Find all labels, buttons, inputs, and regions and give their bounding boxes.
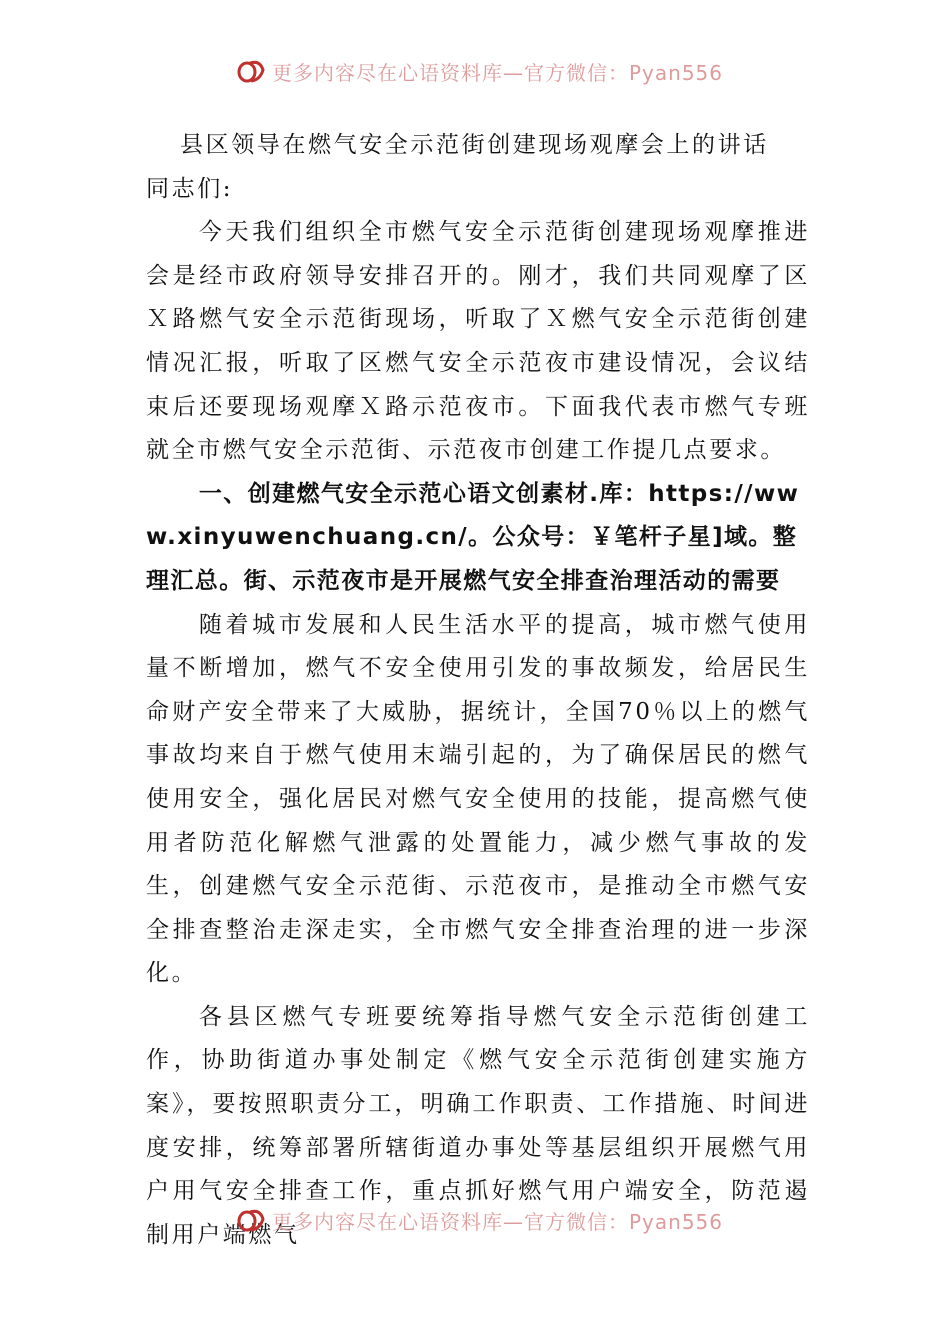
- salutation: 同志们:: [146, 175, 234, 202]
- brand-logo-icon: [236, 58, 266, 84]
- watermark-text: 更多内容尽在心语资料库—官方微信：Pyan556: [272, 60, 724, 85]
- document-title: 县区领导在燃气安全示范街创建现场观摩会上的讲话: [180, 132, 769, 158]
- intro-paragraph: 今天我们组织全市燃气安全示范街创建现场观摩推进会是经市政府领导安排召开的。刚才，我们共同观摩了区Ｘ路燃气安全示范街现场，听取了Ｘ燃气安全示范街创建情况汇报，听取了区燃气安全示范夜市建设情况，会议结束后还要现场观摩Ｘ路示范夜市。下面我代表市燃气专班就全市燃气安全示范街、示范夜市创建工作提几点要求。: [146, 219, 810, 464]
- brand-logo-icon: [236, 1207, 266, 1233]
- body-paragraph: 各县区燃气专班要统筹指导燃气安全示范街创建工作，协助街道办事处制定《燃气安全示范街创建实施方案》，要按照职责分工，明确工作职责、工作措施、时间进度安排，统筹部署所辖街道办事处等基层组织开展燃气用户用气安全排查工作，重点抓好燃气用户端安全，防范遏制用户端燃气: [146, 1003, 810, 1248]
- watermark-text: 更多内容尽在心语资料库—官方微信：Pyan556: [272, 1209, 724, 1234]
- document-body: [146, 124, 810, 1257]
- body-paragraph: 随着城市发展和人民生活水平的提高，城市燃气使用量不断增加，燃气不安全使用引发的事故频发，给居民生命财产安全带来了大威胁，据统计，全国70％以上的燃气事故均来自于燃气使用末端引起的，为了确保居民的燃气使用安全，强化居民对燃气安全使用的技能，提高燃气使用者防范化解燃气泄露的处置能力，减少燃气事故的发生，创建燃气安全示范街、示范夜市，是推动全市燃气安全排查整治走深走实，全市燃气安全排查治理的进一步深化。: [146, 611, 810, 987]
- header-watermark: [236, 56, 736, 86]
- section-heading-1: 一、创建燃气安全示范心语文创素材.库：https://www.xinyuwenchuang.cn/。公众号：￥笔杆子星]域。整理汇总。街、示范夜市是开展燃气安全排查治理活动的需要: [146, 480, 800, 594]
- footer-watermark: [236, 1205, 736, 1235]
